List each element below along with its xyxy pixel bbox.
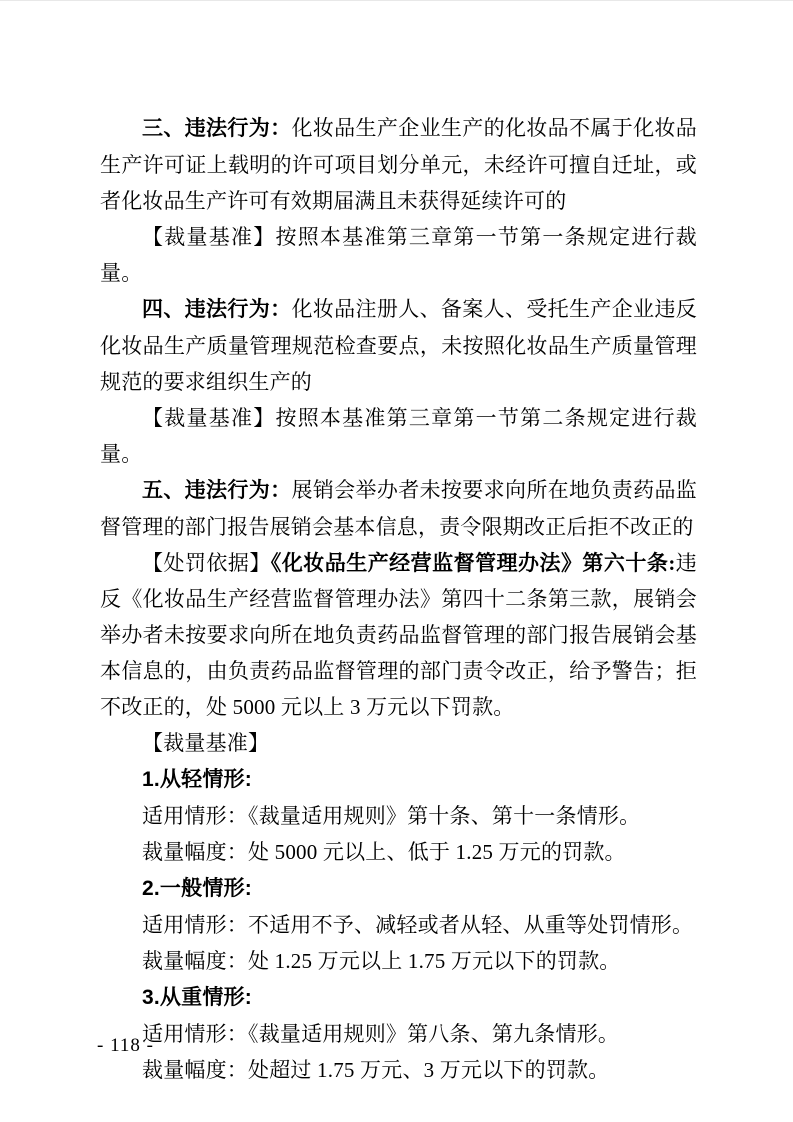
violation-5-text: 展销会举办者未按要求向所在地负责药品监督管理的部门报告展销会基本信息，责令限期改正后拒不改正的 — [100, 478, 697, 539]
severe-applicable-text: 适用情形：《裁量适用规则》第八条、第九条情形。 — [142, 1022, 620, 1046]
violation-3-text: 化妆品生产企业生产的化妆品不属于化妆品生产许可证上载明的许可项目划分单元，未经许可擅自迁址，或者化妆品生产许可有效期届满且未获得延续许可的 — [100, 116, 697, 213]
severe-range-paragraph — [100, 1052, 697, 1088]
penalty-basis-regulation-title: 《化妆品生产经营监督管理办法》第六十条: — [270, 551, 676, 575]
general-case-heading — [100, 870, 697, 907]
general-applicable-text: 适用情形：不适用不予、减轻或者从轻、从重等处罚情形。 — [142, 913, 694, 937]
discretion-basis-3-text: 【裁量基准】按照本基准第三章第一节第一条规定进行裁量。 — [100, 225, 697, 285]
lenient-case-heading — [100, 761, 697, 798]
lenient-range-text: 裁量幅度：处 5000 元以上、低于 1.25 万元的罚款。 — [142, 840, 626, 864]
discretion-basis-4-paragraph — [100, 400, 697, 472]
lenient-applicable-paragraph — [100, 798, 697, 834]
violation-4-text: 化妆品注册人、备案人、受托生产企业违反化妆品生产质量管理规范检查要点，未按照化妆品生产质量管理规范的要求组织生产的 — [100, 297, 697, 394]
violation-3-label: 三、违法行为： — [142, 117, 292, 140]
severe-case-heading — [100, 979, 697, 1016]
general-range-text: 裁量幅度：处 1.25 万元以上 1.75 万元以下的罚款。 — [142, 949, 621, 973]
discretion-basis-heading-text: 【裁量基准】 — [142, 731, 270, 755]
discretion-basis-heading — [100, 725, 697, 761]
general-case-heading-text: 2.一般情形: — [142, 877, 252, 900]
discretion-basis-4-text: 【裁量基准】按照本基准第三章第一节第二条规定进行裁量。 — [100, 406, 697, 466]
lenient-case-heading-text: 1.从轻情形: — [142, 768, 252, 791]
general-range-paragraph — [100, 943, 697, 979]
general-applicable-paragraph — [100, 907, 697, 943]
severe-applicable-paragraph — [100, 1016, 697, 1052]
penalty-basis-text: 违反《化妆品生产经营监督管理办法》第四十二条第三款，展销会举办者未按要求向所在地负责药品监督管理的部门报告展销会基本信息的，由负责药品监督管理的部门责令改正，给予警告；拒不改正的，处 5000 元以上 3 万元以下罚款。 — [100, 551, 698, 719]
lenient-applicable-text: 适用情形：《裁量适用规则》第十条、第十一条情形。 — [142, 804, 641, 828]
severe-range-text: 裁量幅度：处超过 1.75 万元、3 万元以下的罚款。 — [142, 1058, 610, 1082]
violation-5-label: 五、违法行为： — [142, 479, 292, 502]
page-number: - 118 - — [97, 1035, 154, 1056]
violation-3-paragraph — [100, 110, 697, 219]
violation-5-paragraph — [100, 472, 697, 545]
penalty-basis-paragraph — [100, 545, 697, 725]
lenient-range-paragraph — [100, 834, 697, 870]
violation-4-paragraph — [100, 291, 697, 400]
discretion-basis-3-paragraph — [100, 219, 697, 291]
document-body — [100, 110, 697, 1088]
penalty-basis-label: 【处罚依据】 — [142, 551, 271, 575]
violation-4-label: 四、违法行为： — [142, 298, 292, 321]
severe-case-heading-text: 3.从重情形: — [142, 986, 252, 1009]
